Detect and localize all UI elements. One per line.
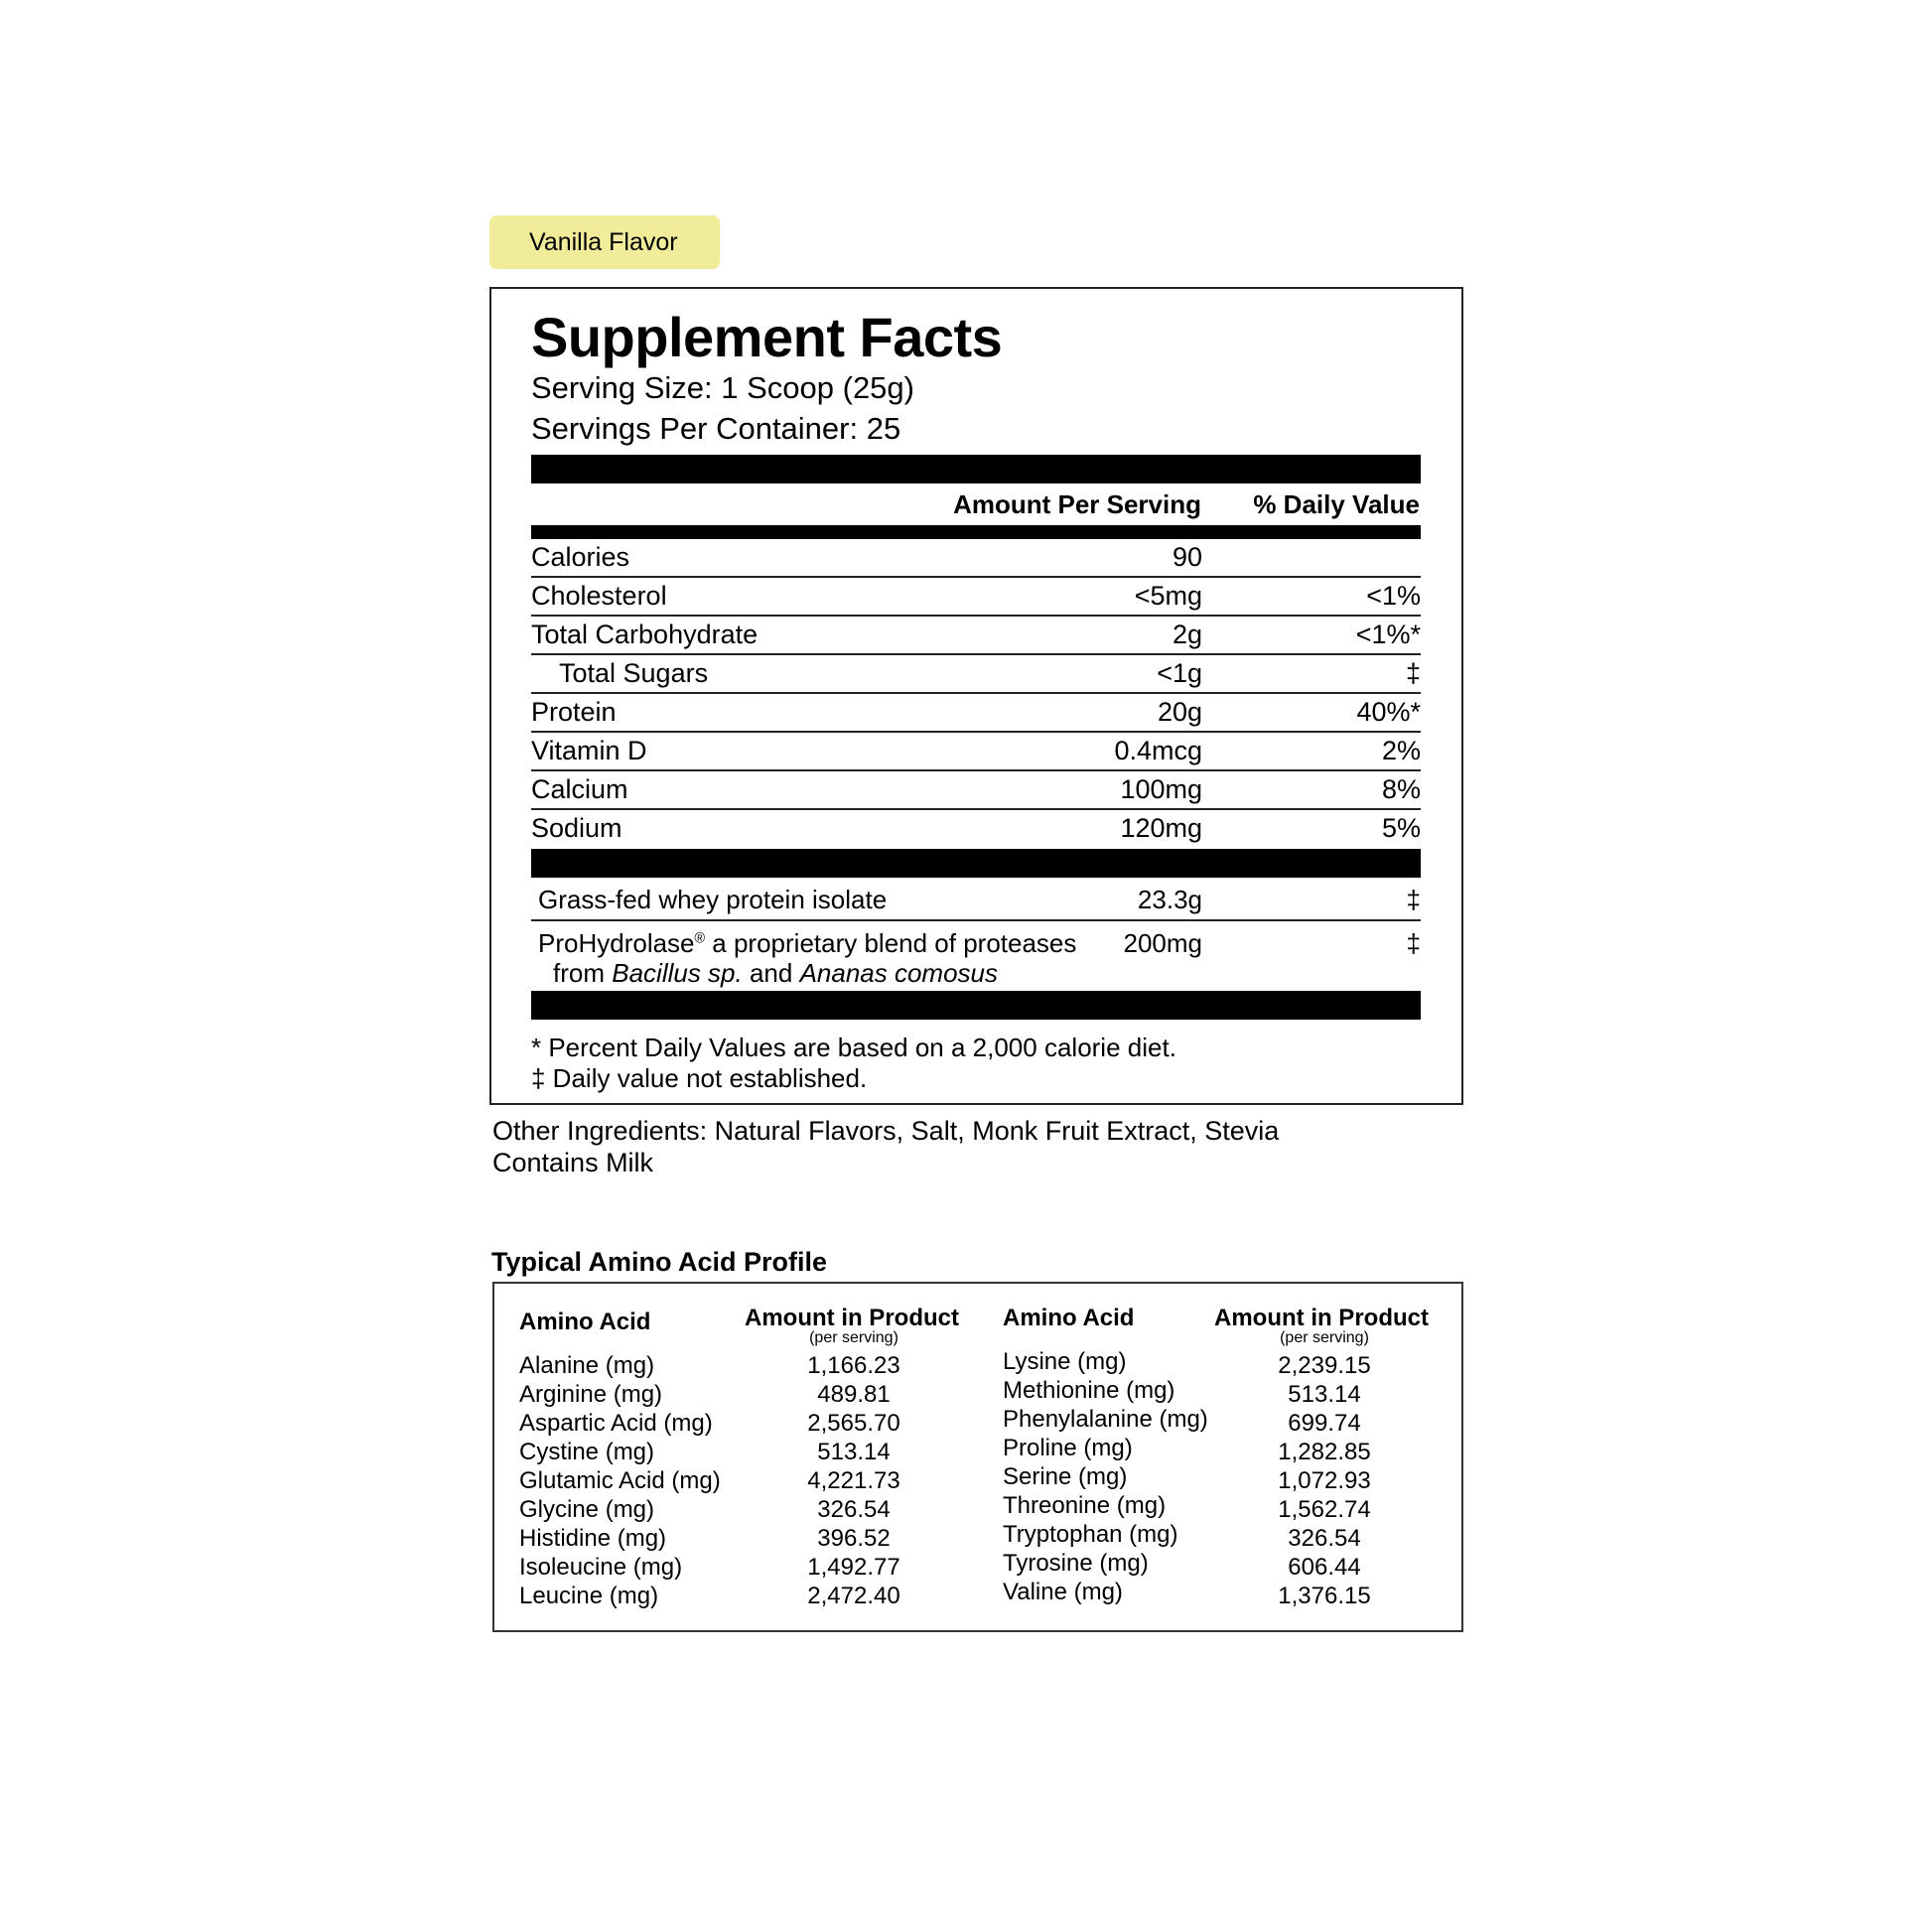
nutrient-row <box>531 810 1421 849</box>
brand-name: ProHydrolase <box>538 928 695 958</box>
nutrient-amount: 100mg <box>1120 774 1202 804</box>
other-ingredients: Other Ingredients: Natural Flavors, Salt, Monk Fruit Extract, Stevia <box>492 1116 1280 1146</box>
supplement-facts-panel <box>489 287 1463 1105</box>
amino-values-left <box>774 1351 933 1610</box>
amino-acid-value: 2,472.40 <box>807 1583 900 1609</box>
amino-acid-value: 1,166.23 <box>807 1352 900 1379</box>
amino-acid-value: 4,221.73 <box>807 1467 900 1494</box>
amino-acid-value: 2,239.15 <box>1278 1352 1371 1379</box>
nutrient-dv: <1%* <box>1355 620 1421 649</box>
serving-size: Serving Size: 1 Scoop (25g) <box>531 370 914 405</box>
facts-title: Supplement Facts <box>531 306 1003 368</box>
amino-names-right <box>1003 1347 1208 1606</box>
amino-acid-name: Methionine (mg) <box>1003 1377 1175 1404</box>
ingredient-row <box>531 921 1421 991</box>
amino-values-right <box>1245 1351 1404 1610</box>
amino-acid-value: 606.44 <box>1288 1554 1361 1581</box>
amino-acid-name: Threonine (mg) <box>1003 1492 1167 1519</box>
nutrient-amount: 20g <box>1157 697 1202 727</box>
amino-acid-header: Amino Acid <box>1003 1305 1135 1331</box>
nutrient-row <box>531 771 1421 810</box>
nutrient-row <box>531 655 1421 694</box>
ingredient-dv: ‡ <box>1406 928 1421 958</box>
nutrient-row <box>531 539 1421 578</box>
source-species-1: Bacillus sp. <box>612 958 743 988</box>
nutrient-dv: 8% <box>1381 774 1421 804</box>
allergen-statement: Contains Milk <box>492 1148 654 1177</box>
amino-acid-value: 489.81 <box>817 1381 891 1408</box>
amino-acid-name: Histidine (mg) <box>519 1525 667 1552</box>
nutrient-name: Calories <box>531 542 630 572</box>
amino-acid-value: 326.54 <box>1288 1525 1361 1552</box>
col-dv-header: % Daily Value <box>1253 489 1420 519</box>
divider-bar <box>531 455 1421 483</box>
footnote-not-established: ‡ Daily value not established. <box>531 1063 868 1093</box>
nutrient-dv: <1% <box>1366 581 1421 611</box>
amino-acid-name: Glycine (mg) <box>519 1496 655 1523</box>
ingredient-row <box>531 878 1421 921</box>
ingredient-dv: ‡ <box>1406 885 1421 914</box>
amino-acid-name: Valine (mg) <box>1003 1579 1123 1605</box>
amino-acid-value: 1,562.74 <box>1278 1496 1371 1523</box>
source-species-2: Ananas comosus <box>799 958 999 988</box>
amino-acid-header: Amino Acid <box>519 1309 651 1335</box>
amino-acid-value: 1,072.93 <box>1278 1467 1371 1494</box>
ingredient-amount: 23.3g <box>1137 885 1202 914</box>
nutrient-amount: <1g <box>1157 658 1202 688</box>
source-prefix: from <box>553 958 613 988</box>
nutrient-dv: 40%* <box>1356 697 1421 727</box>
amino-acid-name: Aspartic Acid (mg) <box>519 1410 713 1437</box>
nutrient-name: Calcium <box>531 774 628 804</box>
per-serving-note: (per serving) <box>809 1329 898 1346</box>
amino-acid-value: 326.54 <box>817 1496 891 1523</box>
nutrient-name: Total Carbohydrate <box>531 620 759 649</box>
amount-header: Amount in Product <box>745 1305 959 1331</box>
nutrient-amount: 2g <box>1172 620 1202 649</box>
nutrient-dv: 2% <box>1381 736 1421 765</box>
nutrient-dv: 5% <box>1381 813 1421 843</box>
amino-acid-name: Cystine (mg) <box>519 1439 655 1465</box>
amino-acid-name: Proline (mg) <box>1003 1435 1133 1461</box>
ingredient-source <box>553 958 998 989</box>
registered-mark: ® <box>694 930 706 947</box>
servings-per-container: Servings Per Container: 25 <box>531 411 901 446</box>
ingredient-desc: a proprietary blend of proteases <box>705 928 1077 958</box>
amino-acid-value: 396.52 <box>817 1525 891 1552</box>
nutrient-amount: <5mg <box>1134 581 1202 611</box>
divider-bar <box>531 525 1421 539</box>
divider-bar <box>531 849 1421 878</box>
nutrient-name: Total Sugars <box>559 658 709 688</box>
amino-acid-name: Arginine (mg) <box>519 1381 663 1408</box>
nutrient-amount: 0.4mcg <box>1114 736 1202 765</box>
ingredient-name: Grass-fed whey protein isolate <box>538 885 888 914</box>
nutrient-amount: 90 <box>1172 542 1202 572</box>
amino-acid-value: 1,492.77 <box>807 1554 900 1581</box>
nutrient-row <box>531 694 1421 733</box>
nutrient-name: Protein <box>531 697 617 727</box>
amino-acid-name: Lysine (mg) <box>1003 1348 1127 1375</box>
nutrient-name: Sodium <box>531 813 622 843</box>
amino-acid-value: 699.74 <box>1288 1410 1361 1437</box>
amino-profile-table <box>492 1282 1463 1632</box>
amino-acid-value: 2,565.70 <box>807 1410 900 1437</box>
amino-acid-name: Phenylalanine (mg) <box>1003 1406 1208 1433</box>
nutrient-row <box>531 617 1421 655</box>
amount-header: Amount in Product <box>1214 1305 1429 1331</box>
nutrient-amount: 120mg <box>1120 813 1202 843</box>
amino-profile-title: Typical Amino Acid Profile <box>491 1247 828 1277</box>
flavor-badge: Vanilla Flavor <box>489 215 720 269</box>
nutrient-name: Cholesterol <box>531 581 667 611</box>
amino-acid-name: Tryptophan (mg) <box>1003 1521 1178 1548</box>
source-joiner: and <box>742 958 800 988</box>
divider-bar <box>531 991 1421 1020</box>
nutrient-name: Vitamin D <box>531 736 647 765</box>
ingredient-amount: 200mg <box>1123 928 1202 958</box>
amino-acid-value: 1,282.85 <box>1278 1439 1371 1465</box>
amino-acid-name: Serine (mg) <box>1003 1463 1128 1490</box>
amino-acid-value: 513.14 <box>1288 1381 1361 1408</box>
footnote-daily-values: * Percent Daily Values are based on a 2,000 calorie diet. <box>531 1033 1176 1062</box>
col-amount-header: Amount Per Serving <box>953 489 1201 519</box>
amino-names-left <box>519 1351 721 1610</box>
amino-acid-name: Glutamic Acid (mg) <box>519 1467 721 1494</box>
nutrient-row <box>531 733 1421 771</box>
ingredient-name <box>538 928 1076 959</box>
amino-acid-name: Tyrosine (mg) <box>1003 1550 1149 1577</box>
amino-acid-name: Alanine (mg) <box>519 1352 655 1379</box>
amino-acid-value: 1,376.15 <box>1278 1583 1371 1609</box>
nutrient-row <box>531 578 1421 617</box>
amino-acid-name: Isoleucine (mg) <box>519 1554 683 1581</box>
per-serving-note: (per serving) <box>1280 1329 1369 1346</box>
amino-acid-name: Leucine (mg) <box>519 1583 659 1609</box>
amino-acid-value: 513.14 <box>817 1439 891 1465</box>
nutrient-dv: ‡ <box>1405 658 1421 688</box>
